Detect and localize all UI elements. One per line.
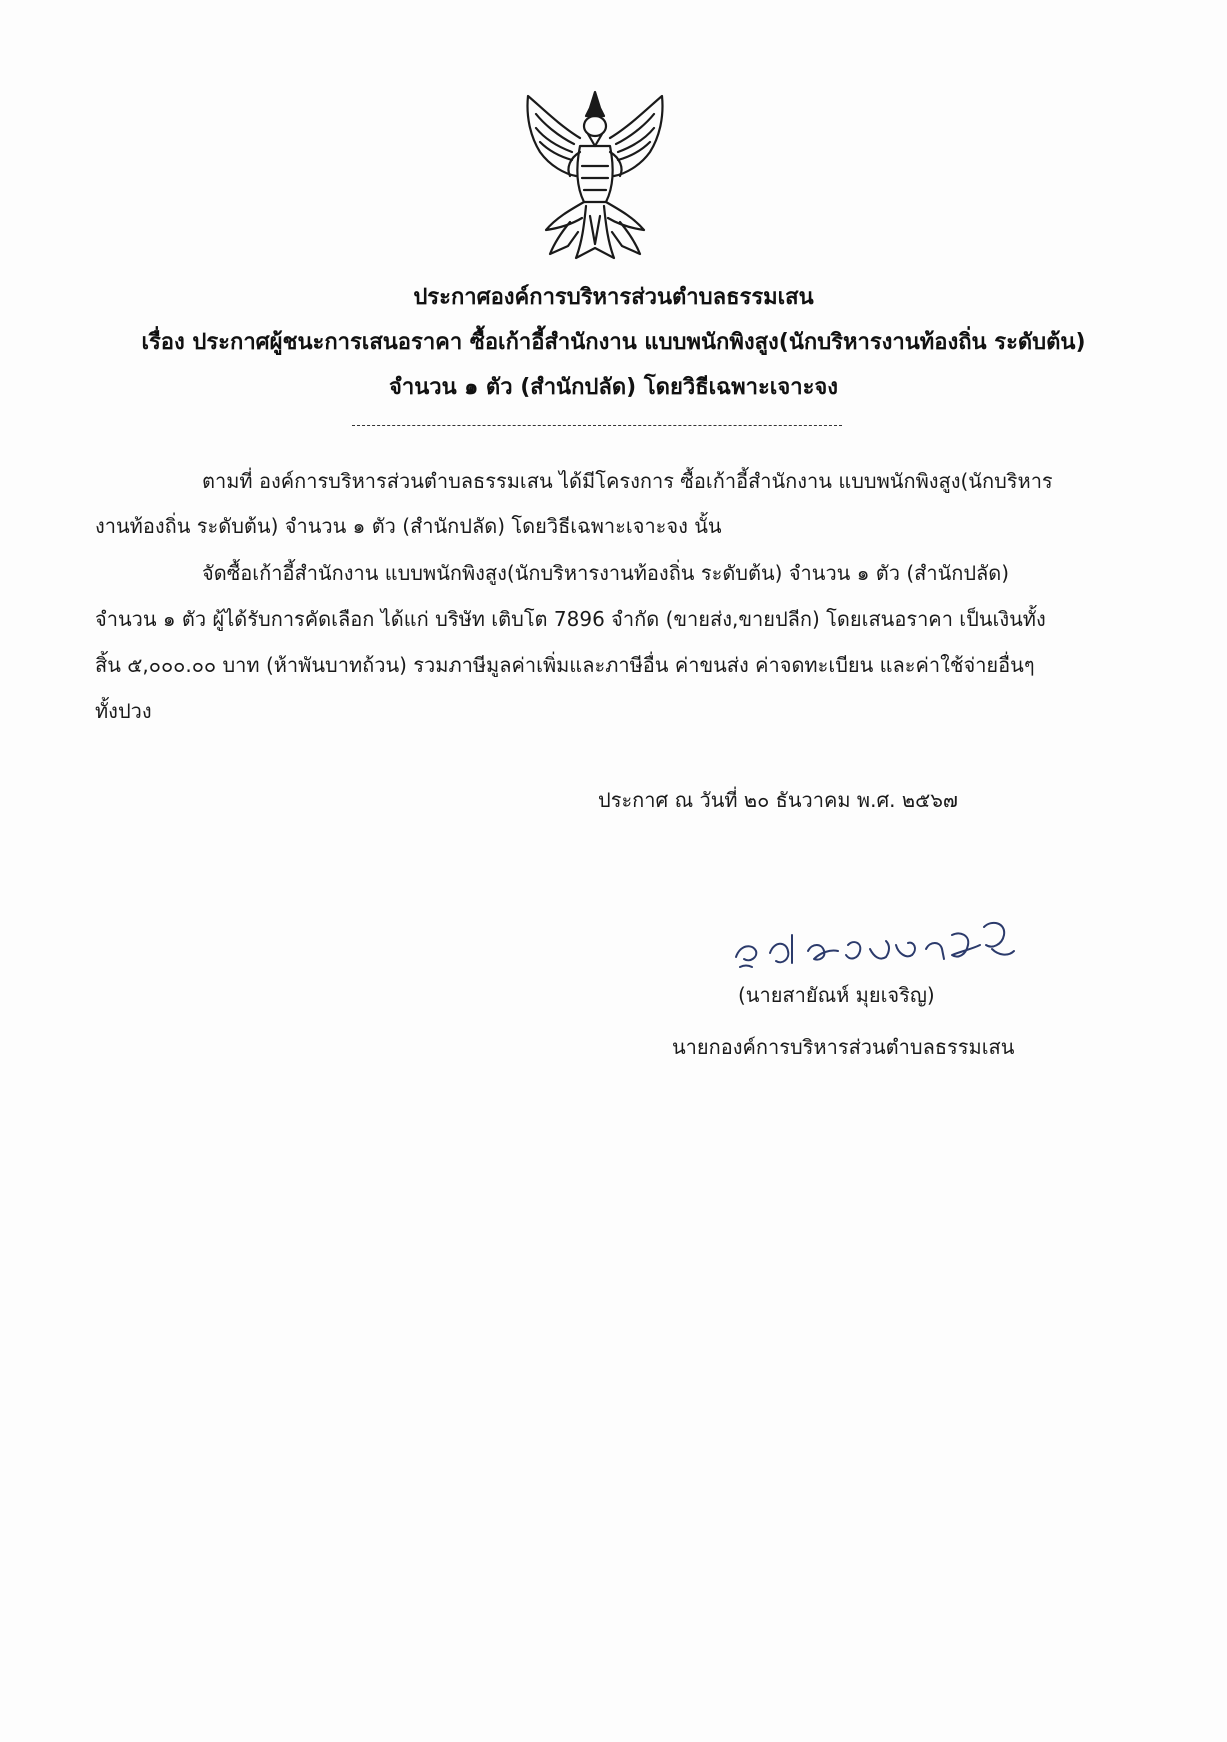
body-paragraph-2-line-4: ทั้งปวง (95, 699, 152, 723)
garuda-emblem-icon (510, 86, 680, 264)
announcement-title: ประกาศองค์การบริหารส่วนตำบลธรรมเสน (413, 285, 814, 310)
announcement-subject: เรื่อง ประกาศผู้ชนะการเสนอราคา ซื้อเก้าอี้สำนักงาน แบบพนักพิงสูง(นักบริหารงานท้องถิ่น ระดับต้น) (141, 330, 1086, 355)
signer-title: นายกองค์การบริหารส่วนตำบลธรรมเสน (672, 1035, 1015, 1059)
body-paragraph-2-line-1: จัดซื้อเก้าอี้สำนักงาน แบบพนักพิงสูง(นักบริหารงานท้องถิ่น ระดับต้น) จำนวน ๑ ตัว (สำนักปลัด) (202, 561, 1010, 585)
body-paragraph-1-line-2: งานท้องถิ่น ระดับต้น) จำนวน ๑ ตัว (สำนักปลัด) โดยวิธีเฉพาะเจาะจง นั้น (95, 514, 722, 538)
section-divider (352, 425, 842, 426)
body-paragraph-2-line-3: สิ้น ๕,๐๐๐.๐๐ บาท (ห้าพันบาทถ้วน) รวมภาษีมูลค่าเพิ่มและภาษีอื่น ค่าขนส่ง ค่าจดทะเบียน และค่าใช้จ่ายอื่นๆ (95, 653, 1035, 677)
announcement-subject-continued: จำนวน ๑ ตัว (สำนักปลัด) โดยวิธีเฉพาะเจาะจง (388, 375, 839, 400)
handwritten-signature-icon (730, 905, 1020, 980)
signer-name: (นายสายัณห์ มุยเจริญ) (738, 983, 935, 1007)
body-paragraph-1-line-1: ตามที่ องค์การบริหารส่วนตำบลธรรมเสน ได้มีโครงการ ซื้อเก้าอี้สำนักงาน แบบพนักพิงสูง(นักบริหาร (202, 469, 1053, 493)
body-paragraph-2-line-2: จำนวน ๑ ตัว ผู้ได้รับการคัดเลือก ได้แก่ บริษัท เติบโต 7896 จำกัด (ขายส่ง,ขายปลีก) โดยเสนอราคา เป็นเงินทั้ง (95, 607, 1046, 631)
announcement-date: ประกาศ ณ วันที่ ๒๐ ธันวาคม พ.ศ. ๒๕๖๗ (598, 788, 958, 812)
